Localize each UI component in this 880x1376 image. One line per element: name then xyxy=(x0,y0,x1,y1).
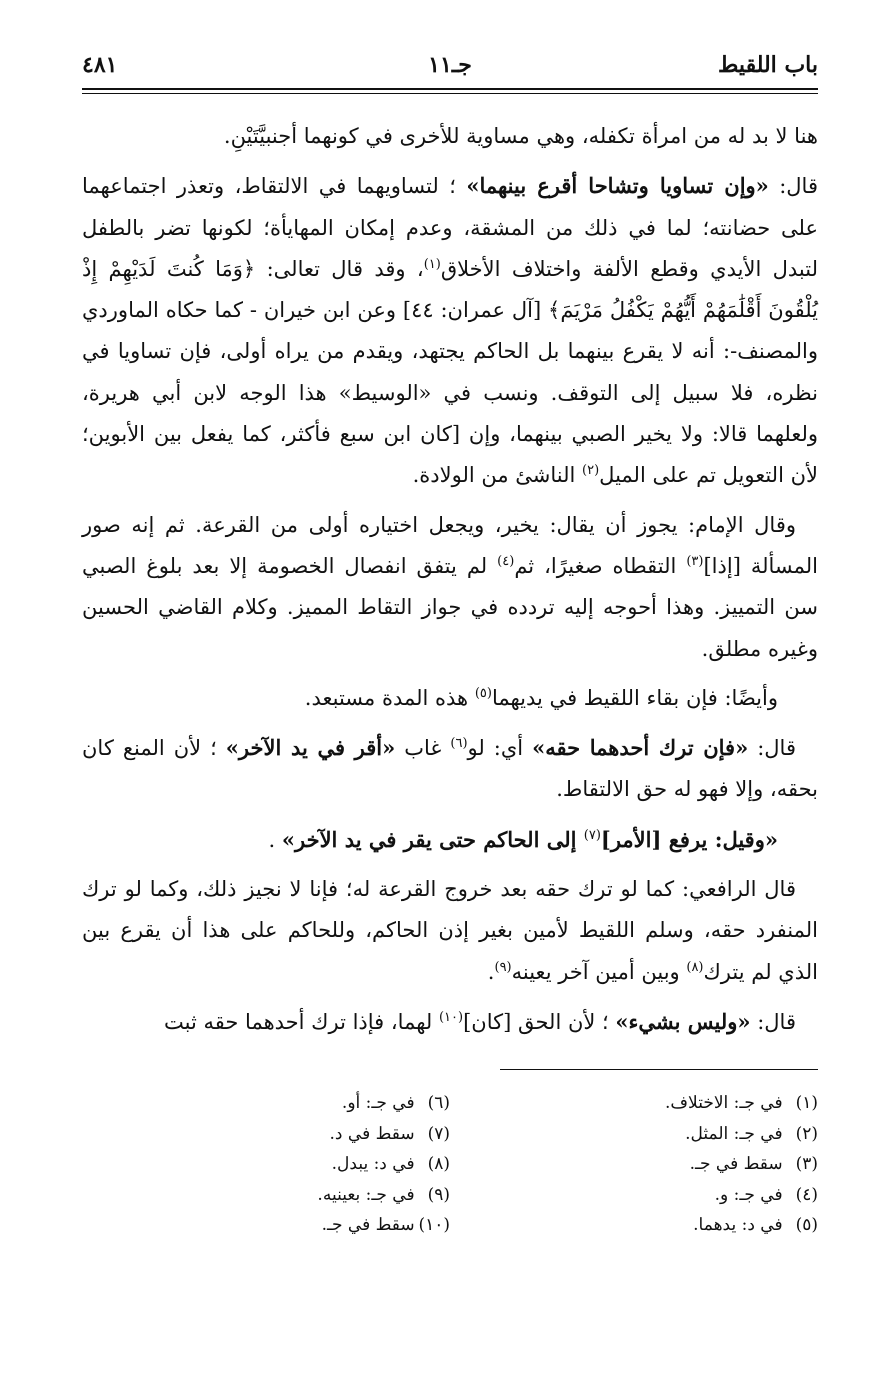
footnote-marker: (٢) xyxy=(582,463,600,479)
footnote-marker: (٦) xyxy=(450,736,468,752)
footnote-marker: (١) xyxy=(423,256,441,272)
footnote-item xyxy=(82,1210,450,1241)
text-segment: . xyxy=(487,959,495,984)
footnote-item xyxy=(450,1119,818,1150)
footnote-item xyxy=(82,1088,450,1119)
footnote-number: (١) xyxy=(795,1093,818,1114)
footnote-number: (٥) xyxy=(795,1215,818,1236)
footnote-marker: (٤) xyxy=(497,553,515,569)
footnote-number: (٤) xyxy=(795,1184,818,1205)
text-segment: الناشئ من الولادة. xyxy=(412,463,583,488)
footnote-item xyxy=(82,1149,450,1180)
footnote-number: (٨) xyxy=(427,1154,450,1175)
text-segment: قال: xyxy=(750,1009,796,1034)
footnote-number: (٢) xyxy=(795,1123,818,1144)
footnote-item xyxy=(450,1088,818,1119)
book-page xyxy=(82,52,818,1241)
footnote-text: في جـ: الاختلاف. xyxy=(665,1093,783,1114)
text-segment: . xyxy=(268,827,282,852)
text-segment: وأيضًا: فإن بقاء اللقيط في يديهما xyxy=(491,685,778,710)
footnote-text: في جـ: أو. xyxy=(341,1093,415,1114)
text-segment: قال الرافعي: كما لو ترك حقه بعد خروج القرعة له؛ فإنا لا نجيز ذلك، وكما لو ترك المنفرد حقه، وسلم اللقيط لأمين بغير إذن الحاكم، وللحاكم على هذا أن يقرع بين الذي لم يترك xyxy=(82,877,818,984)
text-segment: قال: xyxy=(768,174,818,199)
footnote-item xyxy=(450,1180,818,1211)
text-segment: ؛ لتساويهما في الالتقاط، وتعذر اجتماعهما على حضانته؛ لما في ذلك من المشقة، وعدم إمكان المهايأة؛ لكونها تضر بالطفل لتبدل الأيدي وقطع الألفة واختلاف الأخلاق xyxy=(82,174,818,281)
footnote-marker: (٣) xyxy=(686,553,704,569)
footnote-text: في جـ: بعينيه. xyxy=(317,1184,415,1205)
footnotes-right-column xyxy=(450,1088,818,1241)
footnote-item xyxy=(82,1180,450,1211)
paragraph xyxy=(82,819,818,861)
text-segment: ، وقد قال تعالى: ﴿وَمَا كُنتَ لَدَيْهِمْ إِذْ يُلْقُونَ أَقْلَٰمَهُمْ أَيُّهُمْ يَكْفُلُ مَرْيَمَ﴾ [آل عمران: ٤٤] وعن ابن خيران - كما حكاه الماوردي والمصنف-: أنه لا يقرع بينهما بل الحاكم يجتهد، ويقدم من يراه أولى، فإن تساويا في نظره، فلا سبيل إلى التوقف. ونسب في «الوسيط» هذا الوجه لابن أبي هريرة، ولعلهما قالا: ولا يخير الصبي بينهما، وإن [كان ابن سبع فأكثر، كما يفعل بين الأبوين؛ لأن التعويل تم على الميل xyxy=(82,256,818,488)
paragraph xyxy=(82,869,818,993)
quoted-matn-text: إلى الحاكم حتى يقر في يد الآخر» xyxy=(281,826,584,852)
footnote-number: (١٠) xyxy=(418,1215,450,1236)
quoted-matn-text: «وإن تساويا وتشاحا أقرع بينهما» xyxy=(466,173,769,199)
footnote-marker: (٨) xyxy=(686,959,704,975)
text-segment: وبين أمين آخر يعينه xyxy=(511,959,687,984)
footnote-marker: (٥) xyxy=(474,685,492,701)
quoted-matn-text: «وليس بشيء» xyxy=(615,1008,751,1034)
footnote-marker: (٩) xyxy=(494,959,512,975)
text-segment: وقال الإمام: يجوز أن يقال: يخير، ويجعل اختياره أولى من القرعة. ثم إنه صور المسألة [إذا] xyxy=(82,512,819,578)
quoted-matn-text: «وقيل: يرفع [الأمر] xyxy=(600,826,778,852)
footnotes-left-column xyxy=(82,1088,450,1241)
text-segment: غاب xyxy=(395,736,451,761)
volume-label: جـ١١ xyxy=(428,52,472,78)
footnote-marker: (١٠) xyxy=(438,1009,464,1025)
text-segment: التقطاه صغيرًا، ثم xyxy=(514,553,687,578)
footnote-text: سقط في د. xyxy=(329,1123,415,1144)
footnote-text: في جـ: و. xyxy=(714,1184,783,1205)
text-segment: ؛ لأن المنع كان بحقه، وإلا فهو له حق الالتقاط. xyxy=(82,736,818,802)
paragraph xyxy=(82,165,818,496)
footnote-item xyxy=(82,1119,450,1150)
text-segment: ؛ لأن الحق [كان] xyxy=(463,1009,616,1034)
header-rule-thin xyxy=(82,93,818,94)
main-text xyxy=(82,116,818,1043)
text-segment: هنا لا بد له من امرأة تكفله، وهي مساوية للأخرى في كونهما أجنبيَّتَيْنِ. xyxy=(223,124,818,148)
paragraph xyxy=(82,116,818,157)
paragraph xyxy=(82,1001,818,1043)
quoted-matn-text: «أقر في يد الآخر» xyxy=(225,735,396,761)
footnote-item xyxy=(450,1210,818,1241)
header-rule xyxy=(82,88,818,90)
footnote-number: (٧) xyxy=(427,1123,450,1144)
text-segment: هذه المدة مستبعد. xyxy=(304,685,475,710)
text-segment: قال: xyxy=(748,736,796,761)
footnote-marker: (٧) xyxy=(583,827,601,843)
footnote-separator xyxy=(500,1069,818,1070)
quoted-matn-text: «فإن ترك أحدهما حقه» xyxy=(532,735,749,761)
footnote-text: في جـ: المثل. xyxy=(685,1123,783,1144)
paragraph xyxy=(82,678,818,719)
footnote-item xyxy=(450,1149,818,1180)
page-number: ٤٨١ xyxy=(82,52,118,78)
paragraph xyxy=(82,505,818,670)
text-segment: أي: لو xyxy=(467,736,533,761)
footnote-number: (٣) xyxy=(795,1154,818,1175)
text-segment: لم يتفق انفصال الخصومة إلا بعد بلوغ الصبي سن التمييز. وهذا أحوجه إليه تردده في جواز التقاط المميز. وكلام القاضي الحسين وغيره مطلق. xyxy=(82,553,818,661)
text-segment: لهما، فإذا ترك أحدهما حقه ثبت xyxy=(164,1009,439,1034)
paragraph xyxy=(82,727,818,811)
chapter-title: باب اللقيط xyxy=(718,52,818,78)
running-header xyxy=(82,52,818,82)
footnote-text: في د: يدهما. xyxy=(693,1215,783,1236)
footnotes xyxy=(82,1088,818,1241)
footnote-text: سقط في جـ. xyxy=(321,1215,415,1236)
footnote-number: (٩) xyxy=(427,1184,450,1205)
footnote-number: (٦) xyxy=(427,1093,450,1114)
footnote-text: سقط في جـ. xyxy=(689,1154,783,1175)
footnote-text: في د: يبدل. xyxy=(331,1154,415,1175)
